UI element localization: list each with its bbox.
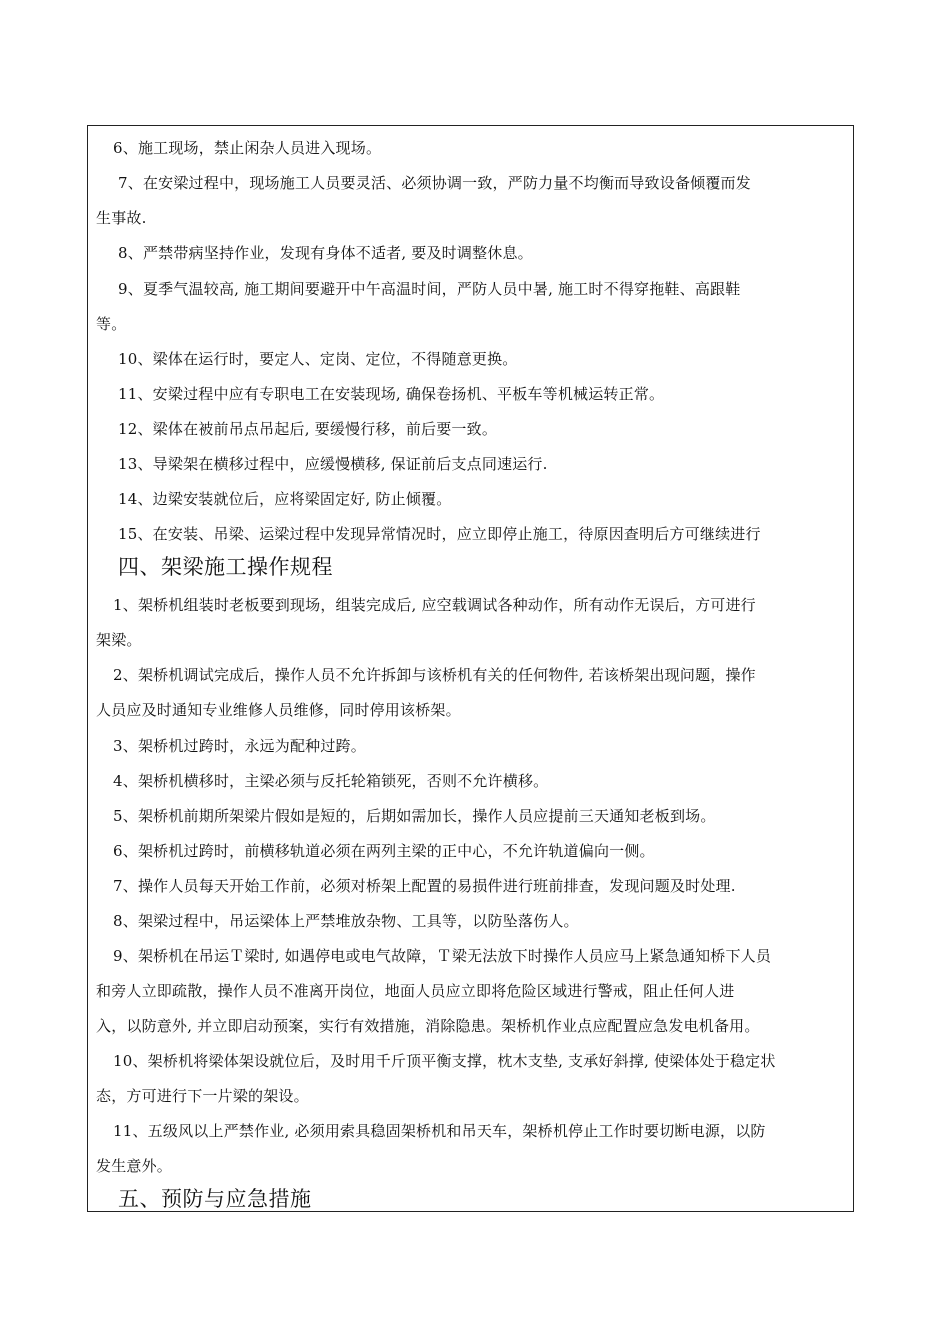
s4-item-9-line-1: 9、架桥机在吊运Ｔ梁时, 如遇停电或电气故障，Ｔ梁无法放下时操作人员应马上紧急通知桥下人员: [113, 947, 772, 965]
item-12-line-1: 12、梁体在被前吊点吊起后, 要缓慢行移，前后要一致。: [118, 420, 498, 438]
s4-item-9-line-2: 和旁人立即疏散，操作人员不准离开岗位，地面人员应立即将危险区域进行警戒，阻止任何人进: [96, 982, 735, 1000]
item-11-line-1: 11、安梁过程中应有专职电工在安装现场, 确保卷扬机、平板车等机械运转正常。: [118, 385, 665, 403]
s4-item-7-line-1: 7、操作人员每天开始工作前，必须对桥架上配置的易损件进行班前排查，发现问题及时处理.: [113, 877, 736, 895]
s4-item-10-line-2: 态，方可进行下一片梁的架设。: [96, 1087, 309, 1105]
item-9-line-2: 等。: [96, 315, 127, 333]
s4-item-9-line-3: 入，以防意外, 并立即启动预案，实行有效措施，消除隐患。架桥机作业点应配置应急发电机备用。: [96, 1017, 760, 1035]
item-7-line-1: 7、在安梁过程中，现场施工人员要灵活、必须协调一致，严防力量不均衡而导致设备倾覆而发: [118, 174, 751, 192]
s4-item-2-line-1: 2、架桥机调试完成后，操作人员不允许拆卸与该桥机有关的任何物件, 若该桥架出现问题，操作: [113, 666, 756, 684]
item-15-line-1: 15、在安装、吊梁、运梁过程中发现异常情况时，应立即停止施工，待原因查明后方可继续进行: [118, 525, 761, 543]
section-5-title: 五、预防与应急措施: [118, 1187, 312, 1211]
item-13-line-1: 13、导梁架在横移过程中，应缓慢横移, 保证前后支点同速运行.: [118, 455, 548, 473]
item-7-line-2: 生事故.: [96, 209, 147, 227]
s4-item-3-line-1: 3、架桥机过跨时，永远为配种过跨。: [113, 737, 366, 755]
s4-item-4-line-1: 4、架桥机横移时，主梁必须与反托轮箱锁死，否则不允许横移。: [113, 772, 549, 790]
s4-item-1-line-2: 架梁。: [96, 631, 142, 649]
s4-item-5-line-1: 5、架桥机前期所架梁片假如是短的，后期如需加长，操作人员应提前三天通知老板到场。: [113, 807, 716, 825]
s4-item-8-line-1: 8、架梁过程中，吊运梁体上严禁堆放杂物、工具等，以防坠落伤人。: [113, 912, 579, 930]
s4-item-6-line-1: 6、架桥机过跨时，前横移轨道必须在两列主梁的正中心，不允许轨道偏向一侧。: [113, 842, 655, 860]
item-9-line-1: 9、夏季气温较高, 施工期间要避开中午高温时间，严防人员中暑, 施工时不得穿拖鞋、高跟鞋: [118, 280, 741, 298]
item-8-line-1: 8、严禁带病坚持作业，发现有身体不适者, 要及时调整休息。: [118, 244, 533, 262]
s4-item-11-line-1: 11、五级风以上严禁作业, 必须用索具稳固架桥机和吊天车，架桥机停止工作时要切断电源，以防: [113, 1122, 766, 1140]
s4-item-10-line-1: 10、架桥机将梁体架设就位后，及时用千斤顶平衡支撑，枕木支垫, 支承好斜撑, 使梁体处于稳定状: [113, 1052, 776, 1070]
item-6-line-1: 6、施工现场，禁止闲杂人员进入现场。: [113, 139, 382, 157]
item-14-line-1: 14、边梁安装就位后，应将梁固定好, 防止倾覆。: [118, 490, 452, 508]
s4-item-11-line-2: 发生意外。: [96, 1157, 173, 1175]
section-4-title: 四、架梁施工操作规程: [118, 555, 333, 579]
s4-item-2-line-2: 人员应及时通知专业维修人员维修，同时停用该桥架。: [96, 701, 461, 719]
s4-item-1-line-1: 1、架桥机组装时老板要到现场，组装完成后, 应空载调试各种动作，所有动作无误后，方可进行: [113, 596, 756, 614]
item-10-line-1: 10、梁体在运行时，要定人、定岗、定位，不得随意更换。: [118, 350, 518, 368]
